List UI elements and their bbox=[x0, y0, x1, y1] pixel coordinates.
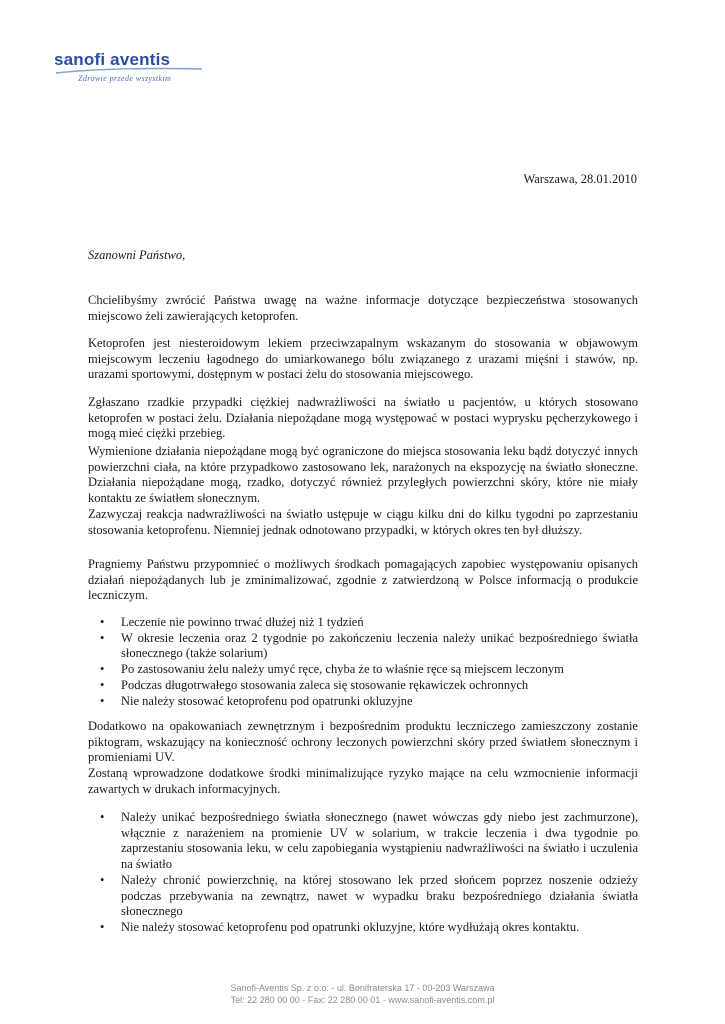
paragraph-intro: Chcielibyśmy zwrócić Państwa uwagę na ważne informacje dotyczące bezpieczeństwa stosowanych miejscowo żeli zawierających ketoprofen. bbox=[88, 293, 638, 323]
list-item: • W okresie leczenia oraz 2 tygodnie po zakończeniu leczenia należy unikać bezpośredniego światła słonecznego (także solarium) bbox=[100, 631, 638, 662]
list-item: • Należy chronić powierzchnię, na której stosowano lek przed słońcem poprzez noszenie odzieży podczas przebywania na zewnątrz, nawet w wypadku braku bezpośredniego działania światła słonecznego bbox=[100, 873, 638, 920]
paragraph-reports: Zgłaszano rzadkie przypadki ciężkiej nadwrażliwości na światło u pacjentów, u których stosowano ketoprofen w postaci żelu. Działania niepożądane mogą występować w postaci wyprysku pęcherzykowego i mogą mieć ciężki przebieg. bbox=[88, 395, 638, 441]
risk-minimization-list bbox=[100, 810, 638, 936]
paragraph-reminder: Pragniemy Państwu przypomnieć o możliwych środkach pomagających zapobiec występowaniu opisanych działań niepożądanych lub je zminimalizować, zgodnie z zatwierdzoną w Polsce informacją o produkcie leczniczym. bbox=[88, 557, 638, 603]
list-item: • Nie należy stosować ketoprofenu pod opatrunki okluzyjne, które wydłużają okres kontaktu. bbox=[100, 920, 638, 936]
footer-address: Sanofi-Aventis Sp. z o.o. - ul. Bonifraterska 17 - 00-203 Warszawa bbox=[230, 983, 495, 993]
list-item: • Po zastosowaniu żelu należy umyć ręce, chyba że to właśnie ręce są miejscem leczonym bbox=[100, 662, 638, 678]
paragraph-pictogram: Dodatkowo na opakowaniach zewnętrznym i bezpośrednim produktu leczniczego zamieszczony zostanie piktogram, wskazujący na konieczność ochrony leczonych powierzchni skóry przed światłem słonecznym i promieniami UV. bbox=[88, 719, 638, 765]
company-logo bbox=[54, 50, 214, 90]
list-item: • Leczenie nie powinno trwać dłużej niż 1 tydzień bbox=[100, 615, 638, 631]
list-item: • Podczas długotrwałego stosowania zaleca się stosowanie rękawiczek ochronnych bbox=[100, 678, 638, 694]
letter-date: Warszawa, 28.01.2010 bbox=[523, 172, 637, 186]
footer-contact: Tel: 22 280 00 00 - Fax: 22 280 00 01 - www.sanofi-aventis.com.pl bbox=[230, 995, 495, 1005]
logo-wordmark: sanofi aventis bbox=[54, 50, 171, 69]
paragraph-measures: Zostaną wprowadzone dodatkowe środki minimalizujące ryzyko mające na celu wzmocnienie informacji zawartych w drukach informacyjnych. bbox=[88, 766, 638, 796]
logo-tagline: Zdrowie przede wszystkim bbox=[78, 74, 172, 83]
paragraph-ketoprofen: Ketoprofen jest niesteroidowym lekiem przeciwzapalnym wskazanym do stosowania w objawowym miejscowym leczeniu łagodnego do umiarkowanego bólu związanego z urazami mięśni i stawów, np. urazami sportowymi, dostępnym w postaci żelu do stosowania miejscowego. bbox=[88, 336, 638, 382]
footer bbox=[0, 982, 725, 1006]
list-item: • Należy unikać bezpośredniego światła słonecznego (nawet wówczas gdy niebo jest zachmurzone), włącznie z narażeniem na promienie UV w solarium, w trakcie leczenia i dwa tygodnie po zaprzestaniu stosowania leku, w celu zapobiegania wystąpieniu nadwrażliwości na światło i uczulenia na światło bbox=[100, 810, 638, 873]
paragraph-effects: Wymienione działania niepożądane mogą być ograniczone do miejsca stosowania leku bądź dotyczyć innych powierzchni ciała, na które przypadkowo zastosowano lek, narażonych na ekspozycję na światło słoneczne. Działania niepożądane mogą, rzadko, dotyczyć również przyległych powierzchni skóry, które nie miały kontaktu ze światłem słonecznym. bbox=[88, 444, 638, 506]
letter-salutation: Szanowni Państwo, bbox=[88, 248, 186, 262]
paragraph-resolution: Zazwyczaj reakcja nadwrażliwości na światło ustępuje w ciągu kilku dni do kilku tygodni po zaprzestaniu stosowania ketoprofenu. Niemniej jednak odnotowano przypadki, w których okres ten był dłuższy. bbox=[88, 507, 638, 537]
precautions-list bbox=[100, 615, 638, 709]
list-item: • Nie należy stosować ketoprofenu pod opatrunki okluzyjne bbox=[100, 694, 638, 710]
